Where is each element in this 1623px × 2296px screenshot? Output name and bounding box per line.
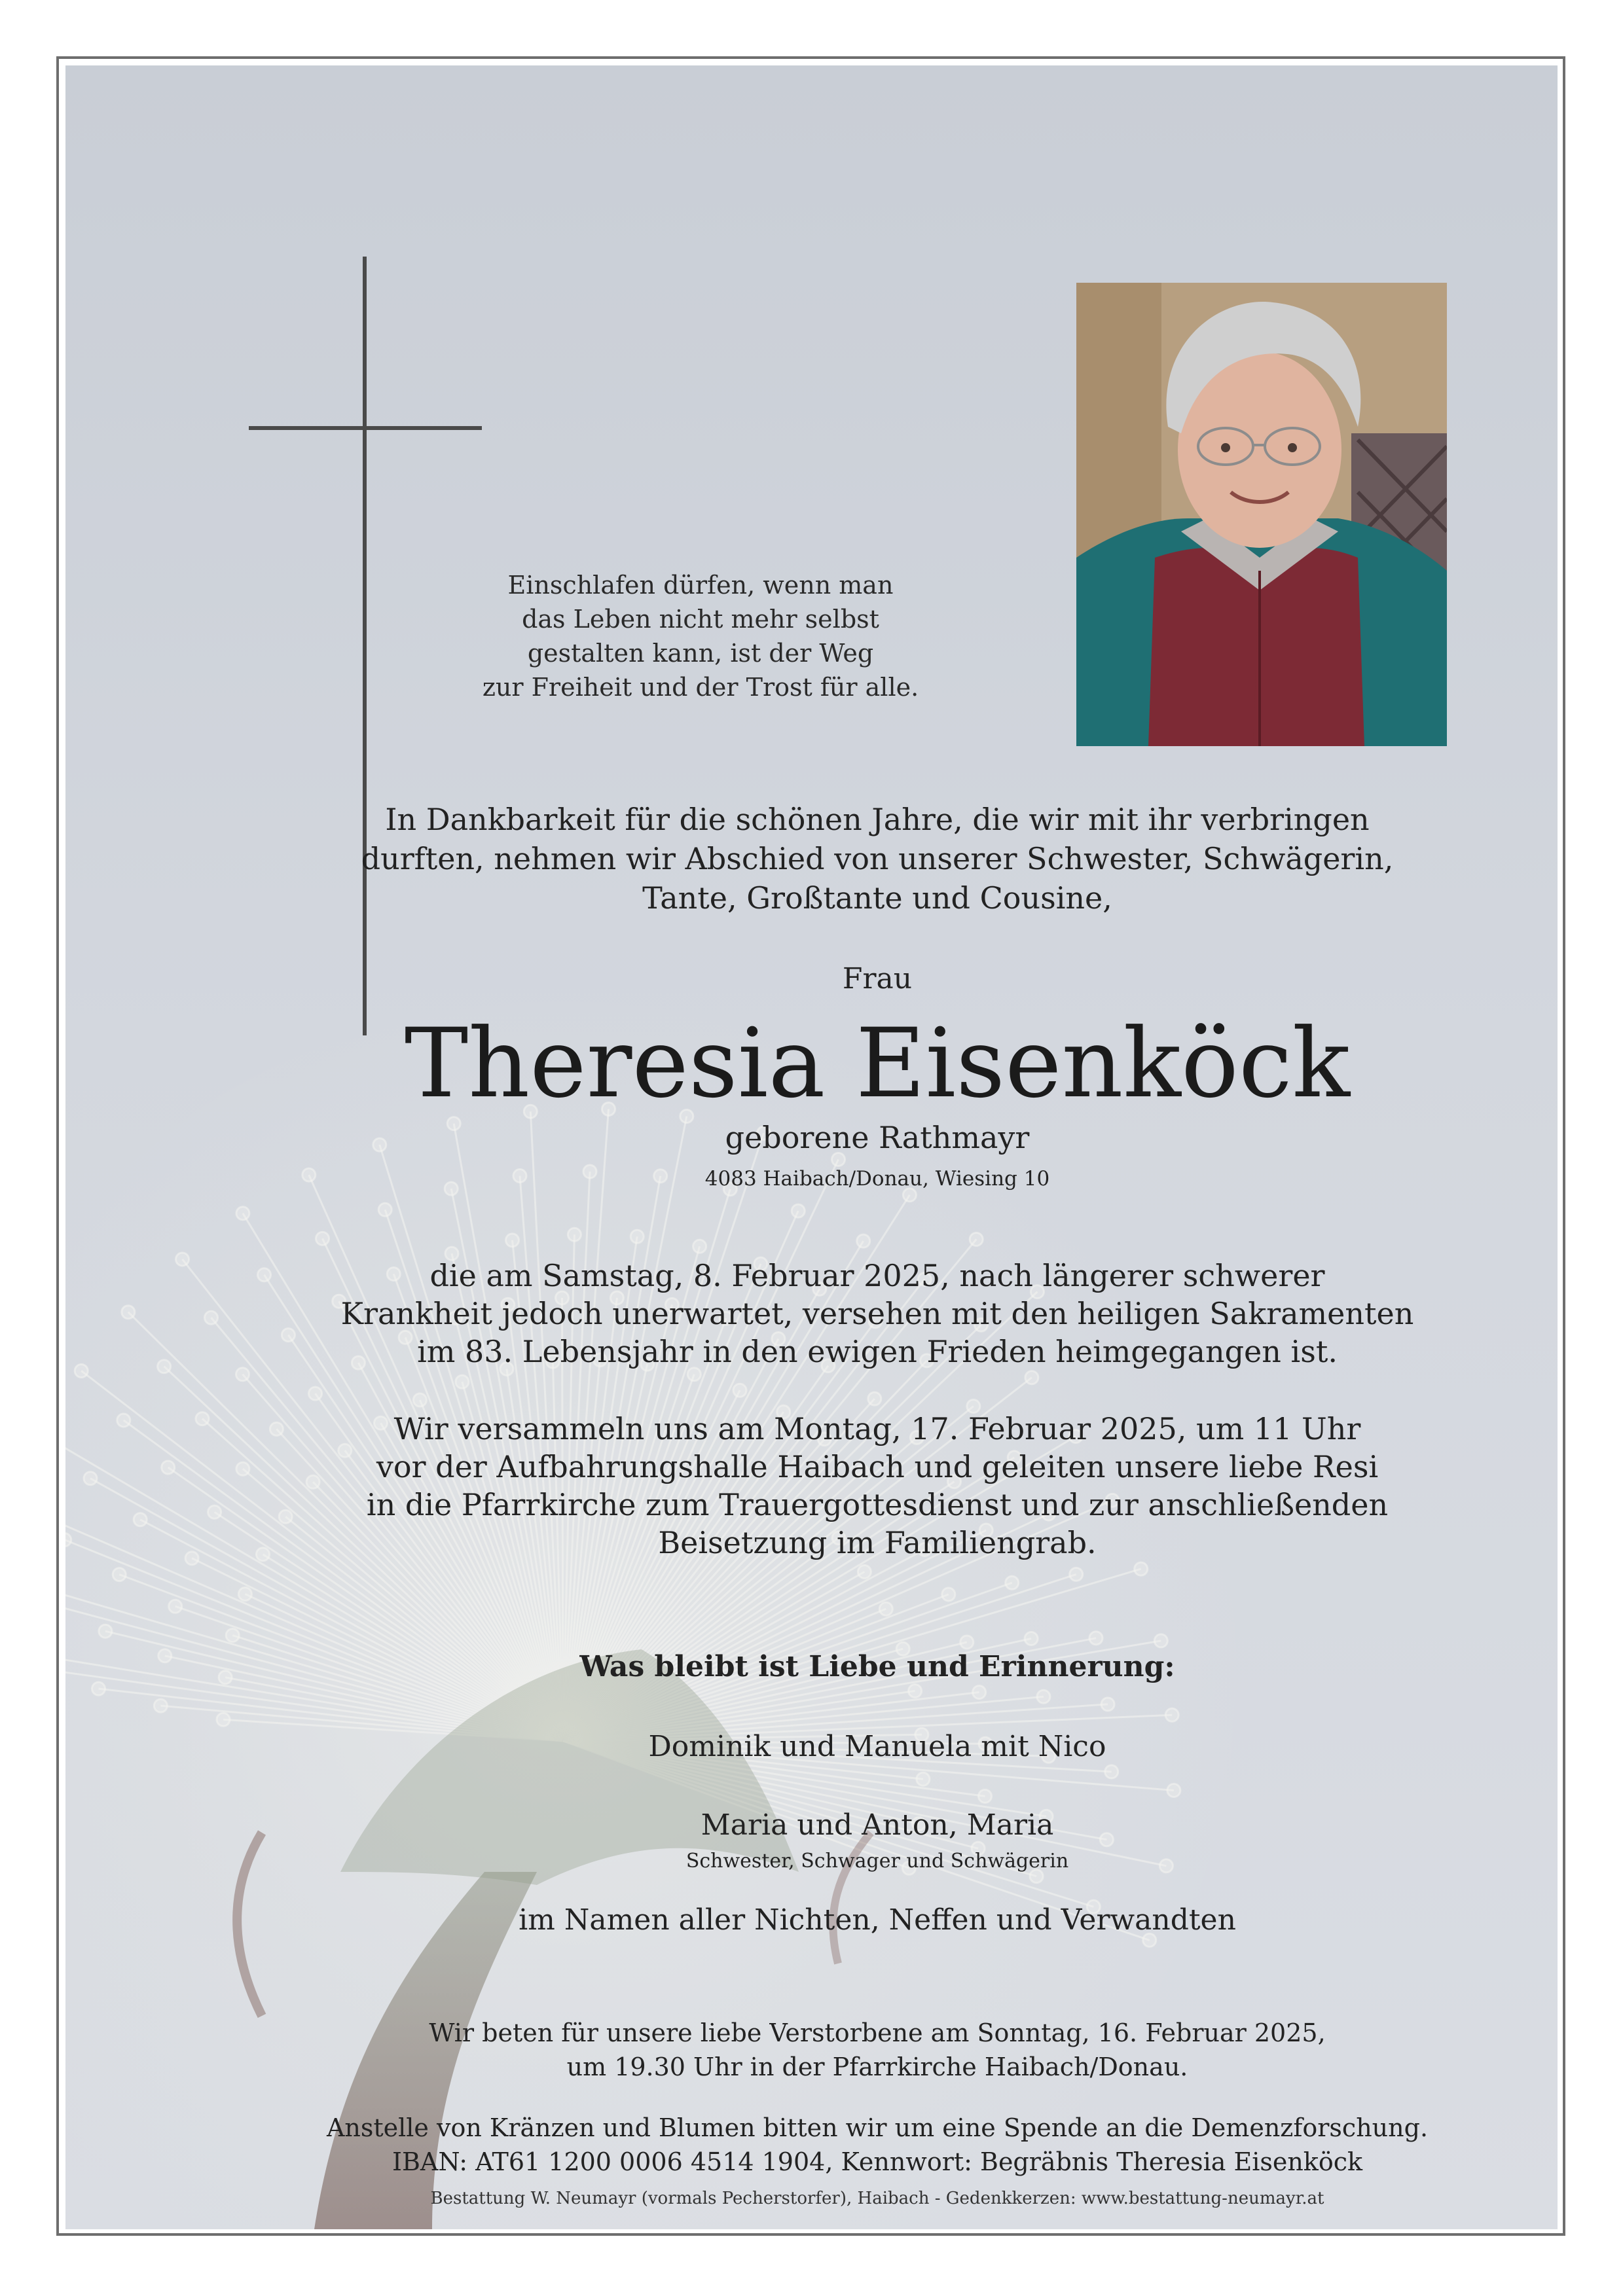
seed-tuft bbox=[378, 1203, 392, 1216]
quote-line: gestalten kann, ist der Weg bbox=[527, 639, 874, 668]
salutation: Frau bbox=[842, 962, 913, 996]
donation-line: Anstelle von Kränzen und Blumen bitten wir um eine Spende an die Demenzforschung. bbox=[326, 2113, 1429, 2142]
seed-tuft bbox=[258, 1268, 271, 1282]
seed-tuft bbox=[973, 1686, 986, 1699]
seed-tuft bbox=[84, 1472, 97, 1485]
seed-tuft bbox=[513, 1170, 526, 1183]
seed-tuft bbox=[1037, 1690, 1050, 1703]
seed-tuft bbox=[979, 1789, 992, 1803]
quote-line: Einschlafen dürfen, wenn man bbox=[507, 571, 894, 600]
seed-tuft bbox=[176, 1253, 189, 1266]
prayer-line: Wir beten für unsere liebe Verstorbene am Sonntag, 16. Februar 2025, bbox=[429, 2018, 1326, 2047]
seed-tuft bbox=[1165, 1708, 1178, 1721]
mourner-family-2-relation: Schwester, Schwager und Schwägerin bbox=[685, 1850, 1069, 1873]
intro-line: In Dankbarkeit für die schönen Jahre, die wir mit ihr verbringen bbox=[385, 802, 1370, 837]
seed-tuft bbox=[75, 1365, 88, 1378]
seed-tuft bbox=[238, 1588, 251, 1601]
seed-tuft bbox=[158, 1649, 172, 1662]
seed-tuft bbox=[92, 1682, 105, 1695]
seed-tuft bbox=[117, 1414, 130, 1427]
intro-line: Tante, Großtante und Cousine, bbox=[642, 880, 1112, 916]
seed-tuft bbox=[1135, 1562, 1148, 1575]
deceased-name: Theresia Eisenköck bbox=[404, 1008, 1351, 1119]
seed-tuft bbox=[219, 1671, 232, 1684]
seed-tuft bbox=[302, 1168, 316, 1181]
address: 4083 Haibach/Donau, Wiesing 10 bbox=[704, 1167, 1050, 1191]
seed-tuft bbox=[879, 1602, 892, 1615]
mourner-family-3: im Namen aller Nichten, Neffen und Verwandten bbox=[519, 1903, 1236, 1937]
seed-tuft bbox=[1105, 1765, 1118, 1778]
seed-tuft bbox=[693, 1240, 706, 1253]
cross-icon bbox=[363, 257, 367, 1035]
burial-line: Beisetzung im Familiengrab. bbox=[658, 1525, 1097, 1560]
intro-paragraph bbox=[288, 800, 1467, 918]
seed-tuft bbox=[257, 1548, 270, 1561]
seed-tuft bbox=[1025, 1632, 1038, 1645]
cross-icon-bar bbox=[249, 426, 482, 430]
seed-tuft bbox=[65, 1534, 71, 1547]
quote-line: zur Freiheit und der Trost für alle. bbox=[482, 673, 919, 702]
seed-tuft bbox=[169, 1600, 182, 1613]
donation-notice bbox=[223, 2111, 1532, 2179]
quote-line: das Leben nicht mehr selbst bbox=[522, 605, 879, 634]
seed-tuft bbox=[858, 1566, 871, 1579]
seed-tuft bbox=[226, 1629, 239, 1642]
seed-tuft bbox=[208, 1505, 221, 1518]
burial-line: Wir versammeln uns am Montag, 17. Februar 2025, um 11 Uhr bbox=[393, 1411, 1361, 1446]
seed-tuft bbox=[134, 1513, 147, 1526]
mourners-motto: Was bleibt ist Liebe und Erinnerung: bbox=[579, 1650, 1175, 1683]
seed-tuft bbox=[185, 1552, 198, 1565]
death-notice-line: Krankheit jedoch unerwartet, versehen mit den heiligen Sakramenten bbox=[340, 1296, 1414, 1331]
donation-line: IBAN: AT61 1200 0006 4514 1904, Kennwort: Begräbnis Theresia Eisenköck bbox=[392, 2147, 1363, 2176]
seed-tuft bbox=[792, 1204, 805, 1217]
seed-tuft bbox=[970, 1233, 983, 1246]
seed-tuft bbox=[1154, 1634, 1167, 1647]
seed-tuft bbox=[868, 1392, 881, 1405]
seed-tuft bbox=[236, 1368, 249, 1381]
memorial-quote bbox=[432, 568, 969, 704]
portrait-illustration bbox=[1076, 283, 1447, 746]
seed-tuft bbox=[917, 1772, 930, 1785]
death-notice-line: im 83. Lebensjahr in den ewigen Frieden heimgegangen ist. bbox=[417, 1334, 1338, 1369]
seed-tuft bbox=[113, 1568, 126, 1581]
seed-tuft bbox=[205, 1311, 218, 1324]
death-notice bbox=[288, 1257, 1467, 1371]
seed-tuft bbox=[568, 1228, 581, 1241]
seed-tuft bbox=[733, 1384, 746, 1397]
prayer-notice bbox=[288, 2016, 1467, 2084]
seed-tuft bbox=[1101, 1698, 1114, 1711]
seed-tuft bbox=[630, 1230, 644, 1243]
mourner-family-1: Dominik und Manuela mit Nico bbox=[648, 1730, 1106, 1763]
seed-tuft bbox=[1025, 1371, 1038, 1384]
seed-tuft bbox=[309, 1387, 322, 1400]
seed-tuft bbox=[456, 1375, 469, 1388]
seed-tuft bbox=[960, 1636, 974, 1649]
burial-line: in die Pfarrkirche zum Trauergottesdienst und zur anschließenden bbox=[366, 1487, 1389, 1522]
seed-tuft bbox=[413, 1393, 426, 1407]
seed-tuft bbox=[154, 1699, 167, 1712]
seed-tuft bbox=[857, 1234, 870, 1247]
mourner-family-2: Maria und Anton, Maria bbox=[701, 1808, 1054, 1842]
seed-tuft bbox=[217, 1713, 230, 1726]
seed-tuft bbox=[942, 1588, 955, 1601]
seed-tuft bbox=[1006, 1576, 1019, 1589]
portrait-photo bbox=[1076, 283, 1447, 746]
seed-tuft bbox=[236, 1462, 249, 1475]
seed-tuft bbox=[1167, 1784, 1180, 1797]
prayer-line: um 19.30 Uhr in der Pfarrkirche Haibach/Donau. bbox=[566, 2053, 1188, 2081]
obituary-panel bbox=[65, 65, 1558, 2229]
seed-tuft bbox=[122, 1306, 135, 1319]
burial-line: vor der Aufbahrungshalle Haibach und geleiten unsere liebe Resi bbox=[376, 1449, 1379, 1484]
seed-tuft bbox=[316, 1232, 329, 1245]
seed-tuft bbox=[162, 1461, 175, 1474]
seed-tuft bbox=[909, 1685, 922, 1698]
funeral-home-footer: Bestattung W. Neumayr (vormals Pecherstorfer), Haibach - Gedenkkerzen: www.bestattung-neumayr.at bbox=[430, 2189, 1324, 2208]
burial-details bbox=[288, 1410, 1467, 1562]
seed-tuft bbox=[196, 1412, 209, 1426]
death-notice-line: die am Samstag, 8. Februar 2025, nach längerer schwerer bbox=[429, 1258, 1325, 1293]
seed-tuft bbox=[158, 1360, 171, 1373]
seed-tuft bbox=[1089, 1632, 1103, 1645]
seed-tuft bbox=[373, 1138, 386, 1151]
seed-tuft bbox=[506, 1234, 519, 1247]
intro-line: durften, nehmen wir Abschied von unserer Schwester, Schwägerin, bbox=[361, 841, 1394, 876]
seed-tuft bbox=[270, 1422, 283, 1435]
seed-tuft bbox=[236, 1207, 249, 1220]
seed-tuft bbox=[1070, 1568, 1083, 1581]
seed-tuft bbox=[445, 1182, 458, 1195]
seed-tuft bbox=[99, 1624, 112, 1638]
birth-name: geborene Rathmayr bbox=[725, 1120, 1030, 1155]
seed-tuft bbox=[583, 1165, 596, 1178]
